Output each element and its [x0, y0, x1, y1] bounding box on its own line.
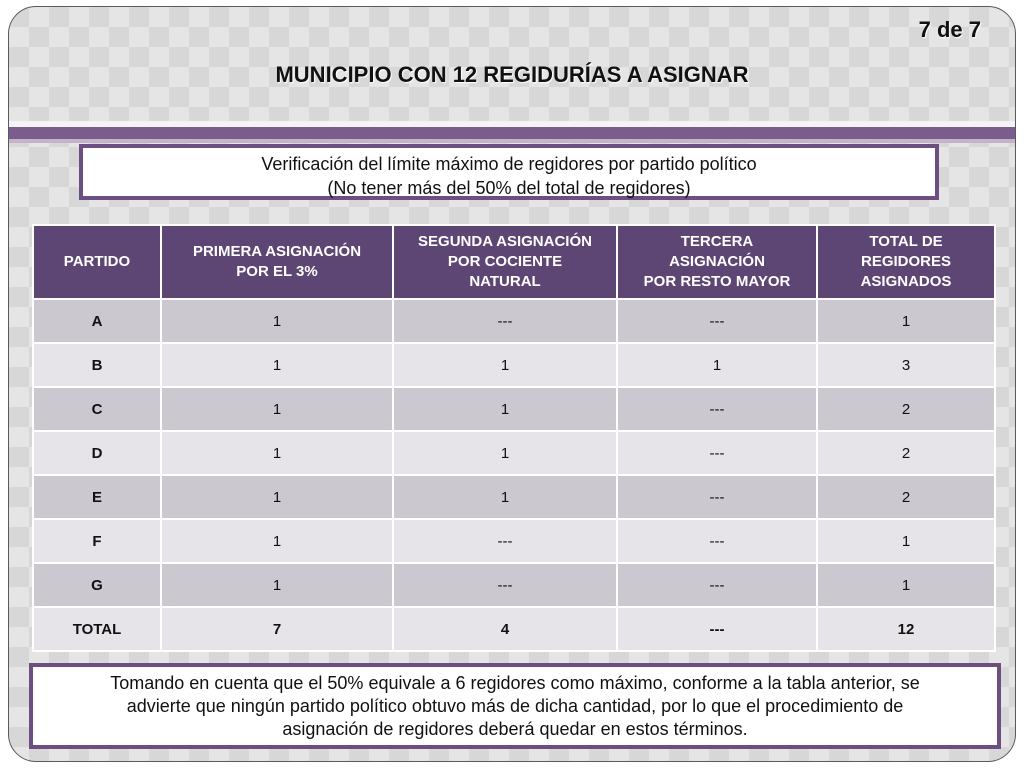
slide [8, 6, 1016, 762]
cell-total: 2 [817, 475, 995, 519]
cell-partido: TOTAL [33, 607, 161, 651]
cell-segunda: 1 [393, 431, 617, 475]
header-line: REGIDORES [860, 253, 951, 270]
cell-partido: D [33, 431, 161, 475]
header-partido-line: PARTIDO [63, 253, 131, 270]
cell-partido: C [33, 387, 161, 431]
table-row [33, 563, 995, 607]
cell-primera: 1 [161, 387, 393, 431]
cell-tercera: --- [617, 519, 817, 563]
cell-tercera: --- [617, 387, 817, 431]
cell-partido: B [33, 343, 161, 387]
table-row [33, 475, 995, 519]
header-line: TOTAL DE [869, 233, 943, 250]
cell-primera: 1 [161, 299, 393, 343]
page-number: 7 de 7 [918, 17, 981, 42]
verification-note-line-1: Verificación del límite máximo de regidores por partido político [261, 154, 757, 174]
header-line: POR COCIENTE [447, 253, 563, 270]
table-row [33, 387, 995, 431]
table-header-row [33, 225, 995, 299]
cell-segunda: --- [393, 519, 617, 563]
header-line: POR EL 3% [236, 263, 318, 280]
cell-primera: 1 [161, 563, 393, 607]
header-band-purple [9, 127, 1015, 139]
cell-total: 2 [817, 431, 995, 475]
cell-tercera: 1 [617, 343, 817, 387]
cell-primera: 1 [161, 431, 393, 475]
conclusion-note [29, 663, 1001, 749]
cell-segunda: 1 [393, 387, 617, 431]
cell-primera: 7 [161, 607, 393, 651]
cell-primera: 1 [161, 475, 393, 519]
cell-partido: G [33, 563, 161, 607]
verification-note-line-2: (No tener más del 50% del total de regidores) [327, 178, 691, 198]
header-line: ASIGNACIÓN [669, 253, 765, 270]
cell-segunda: 1 [393, 343, 617, 387]
cell-total: 1 [817, 563, 995, 607]
cell-total: 1 [817, 519, 995, 563]
verification-note [79, 144, 939, 200]
header-tercera-asignacion [617, 225, 817, 299]
cell-tercera: --- [617, 431, 817, 475]
header-segunda-asignacion [393, 225, 617, 299]
conclusion-note-line-2: advierte que ningún partido político obtuvo más de dicha cantidad, por lo que el procedimiento de [126, 696, 904, 716]
cell-tercera: --- [617, 607, 817, 651]
cell-primera: 1 [161, 343, 393, 387]
header-line: ASIGNADOS [860, 273, 952, 290]
header-line: NATURAL [469, 273, 541, 290]
cell-segunda: 4 [393, 607, 617, 651]
cell-segunda: --- [393, 563, 617, 607]
cell-primera: 1 [161, 519, 393, 563]
header-line: PRIMERA ASIGNACIÓN [192, 243, 362, 260]
cell-tercera: --- [617, 299, 817, 343]
cell-tercera: --- [617, 563, 817, 607]
table-row [33, 299, 995, 343]
header-total-regidores [817, 225, 995, 299]
table-row [33, 519, 995, 563]
table-row [33, 431, 995, 475]
header-primera-asignacion [161, 225, 393, 299]
header-partido [33, 225, 161, 299]
cell-total: 1 [817, 299, 995, 343]
cell-total: 12 [817, 607, 995, 651]
cell-total: 3 [817, 343, 995, 387]
header-line: TERCERA [680, 233, 754, 250]
header-band-light [9, 139, 1015, 143]
conclusion-note-line-1: Tomando en cuenta que el 50% equivale a 6 regidores como máximo, conforme a la tabla anterior, se [110, 673, 920, 693]
cell-tercera: --- [617, 475, 817, 519]
cell-partido: F [33, 519, 161, 563]
allocation-table [32, 224, 996, 652]
conclusion-note-line-3: asignación de regidores deberá quedar en estos términos. [282, 719, 748, 739]
page-title: MUNICIPIO CON 12 REGIDURÍAS A ASIGNAR [275, 62, 749, 87]
cell-segunda: 1 [393, 475, 617, 519]
cell-segunda: --- [393, 299, 617, 343]
header-line: POR RESTO MAYOR [643, 273, 791, 290]
cell-total: 2 [817, 387, 995, 431]
header-line: SEGUNDA ASIGNACIÓN [418, 233, 592, 250]
table-total-row [33, 607, 995, 651]
cell-partido: E [33, 475, 161, 519]
cell-partido: A [33, 299, 161, 343]
table-row [33, 343, 995, 387]
